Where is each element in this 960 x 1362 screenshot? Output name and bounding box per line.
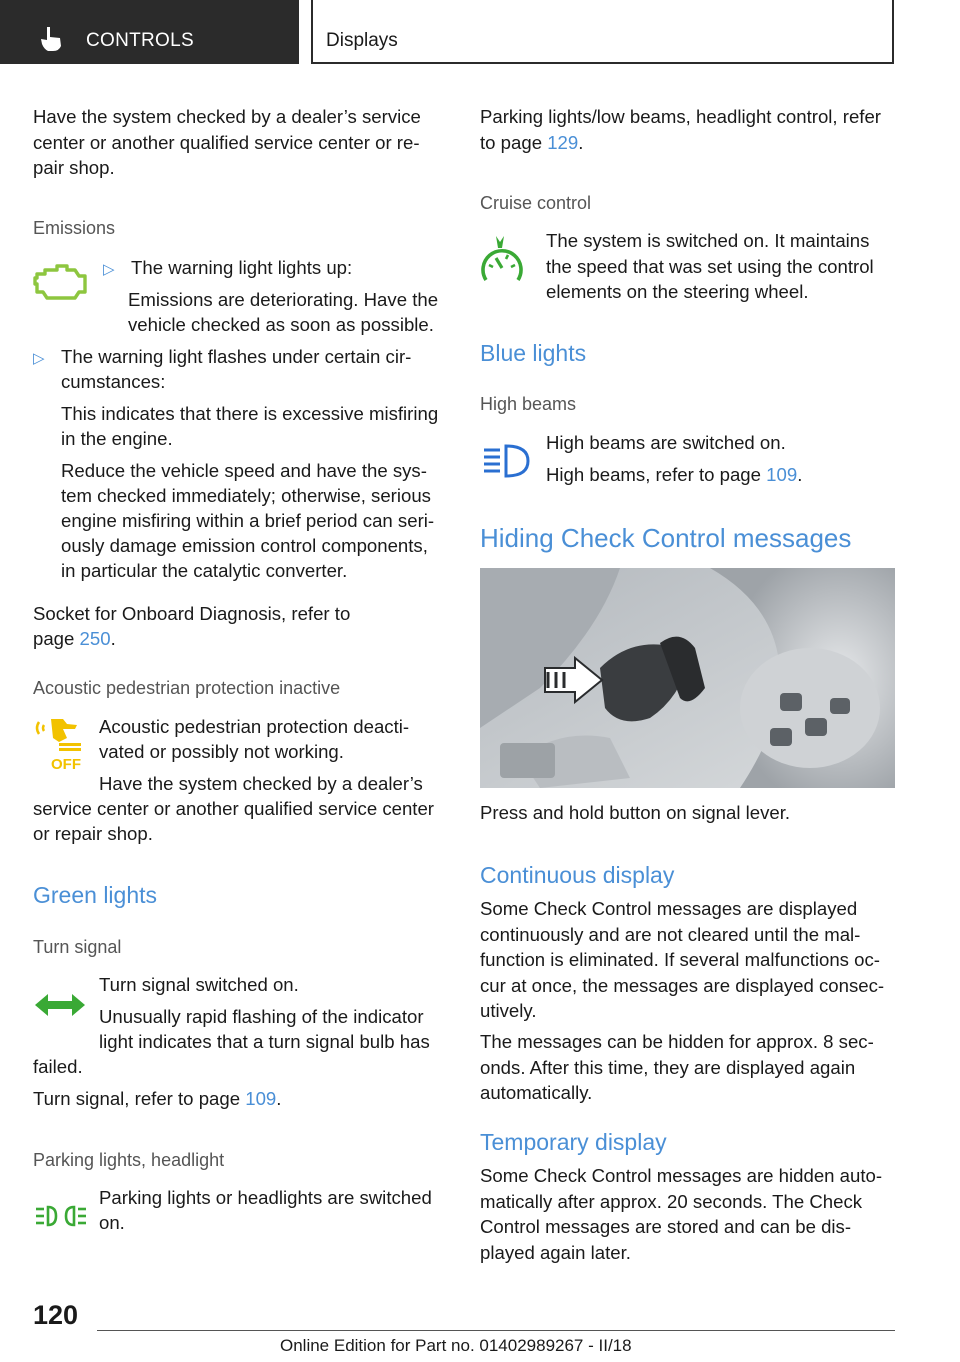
bullet-triangle-icon: ▷ xyxy=(103,261,115,278)
turn-p2-end: failed. xyxy=(33,1056,83,1077)
acoustic-heading: Acoustic pedestrian protection inactive xyxy=(33,678,341,698)
acoustic-p2-rest: service center or another qualified service center or repair shop. xyxy=(33,798,435,844)
high-p1: High beams are switched on. xyxy=(546,432,786,453)
hiding-heading: Hiding Check Control messages xyxy=(480,523,852,553)
cruise-control-icon xyxy=(478,234,526,288)
svg-text:OFF: OFF xyxy=(51,756,81,772)
emissions-heading: Emissions xyxy=(33,218,116,238)
turn-signal-icon xyxy=(34,992,86,1018)
high-reference: High beams, refer to page 109. xyxy=(546,464,803,485)
acoustic-pedestrian-off-icon xyxy=(33,716,85,772)
emissions-bullet-2: ▷ The warning light flashes under certain cir‐ xyxy=(33,344,411,371)
bullet-triangle-icon: ▷ xyxy=(33,350,45,367)
socket-reference: Socket for Onboard Diagnosis, refer to page 250. xyxy=(33,603,351,649)
header-title: Displays xyxy=(326,30,398,51)
turn-reference: Turn signal, refer to page 109. xyxy=(33,1088,282,1109)
continuous-heading: Continuous display xyxy=(480,862,675,888)
header-title-box xyxy=(311,0,894,64)
green-lights-heading: Green lights xyxy=(33,882,158,908)
footer-edition: Online Edition for Part no. 01402989267 - II/18 xyxy=(280,1336,632,1355)
parking-heading: Parking lights, headlight xyxy=(33,1150,225,1170)
emissions-bullet-2-p1: This indicates that there is excessive misfiring in the engine. xyxy=(61,403,439,449)
page-link-109[interactable]: 109 xyxy=(245,1088,277,1109)
intro-paragraph: Have the system checked by a dealer’s service center or another qualified service center or re‐ pair shop. xyxy=(33,106,421,178)
page-link-129[interactable]: 129 xyxy=(547,131,579,153)
continuous-p1: Some Check Control messages are displayed continuously and are not cleared until the mal‐ function is eliminated. If several malfunctions oc‐ cur at once, the messages are displayed consec‐ utively. xyxy=(480,898,885,1021)
signal-lever-illustration xyxy=(480,568,895,788)
turn-p2: Unusually rapid flashing of the indicator light indicates that a turn signal bulb has xyxy=(99,1006,430,1052)
header-section-tab xyxy=(0,0,299,64)
emissions-bullet-2-p2: Reduce the vehicle speed and have the sys‐ tem checked immediately; otherwise, serious engine misfiring within a brief period can seri‐ ously damage emission control components, in particular the catalytic converter. xyxy=(61,460,435,581)
emissions-bullet-1-body: Emissions are deteriorating. Have the vehicle checked as soon as possible. xyxy=(128,289,439,335)
engine-emissions-icon xyxy=(33,264,87,302)
emissions-bullet-2-cont: cumstances: xyxy=(61,371,166,392)
acoustic-p1: Acoustic pedestrian protection deacti‐ vated or possibly not working. xyxy=(99,716,410,762)
turn-p1: Turn signal switched on. xyxy=(99,974,299,995)
high-beams-heading: High beams xyxy=(480,394,577,414)
header-section-label: CONTROLS xyxy=(86,30,194,51)
parking-reference: Parking lights/low beams, headlight control, refer to page 129. xyxy=(480,106,882,153)
turn-signal-heading: Turn signal xyxy=(33,937,122,957)
cruise-p1: The system is switched on. It maintains the speed that was set using the control elements on the steering wheel. xyxy=(546,230,874,302)
hand-pointer-icon xyxy=(40,26,64,52)
photo-caption: Press and hold button on signal lever. xyxy=(480,802,791,823)
signal-lever-photo xyxy=(480,568,895,788)
blue-lights-heading: Blue lights xyxy=(480,340,587,366)
footer-divider xyxy=(97,1330,895,1331)
temporary-p1: Some Check Control messages are hidden auto‐ matically after approx. 20 seconds. The Check Control messages are stored and can be dis‐ played again later. xyxy=(480,1165,883,1263)
temporary-heading: Temporary display xyxy=(480,1129,667,1155)
high-beam-icon xyxy=(482,442,532,480)
acoustic-p2-start: Have the system checked by a dealer’s xyxy=(99,773,423,794)
parking-lights-icon xyxy=(34,1204,88,1228)
cruise-heading: Cruise control xyxy=(480,193,592,213)
page-link-250[interactable]: 250 xyxy=(79,628,111,649)
page-number: 120 xyxy=(33,1300,79,1330)
page-link-109-high[interactable]: 109 xyxy=(766,464,798,485)
continuous-p2: The messages can be hidden for approx. 8 sec‐ onds. After this time, they are displayed again automatically. xyxy=(480,1031,874,1103)
parking-p1: Parking lights or headlights are switched on. xyxy=(99,1187,432,1233)
emissions-bullet-1: ▷ The warning light lights up: xyxy=(103,255,352,282)
